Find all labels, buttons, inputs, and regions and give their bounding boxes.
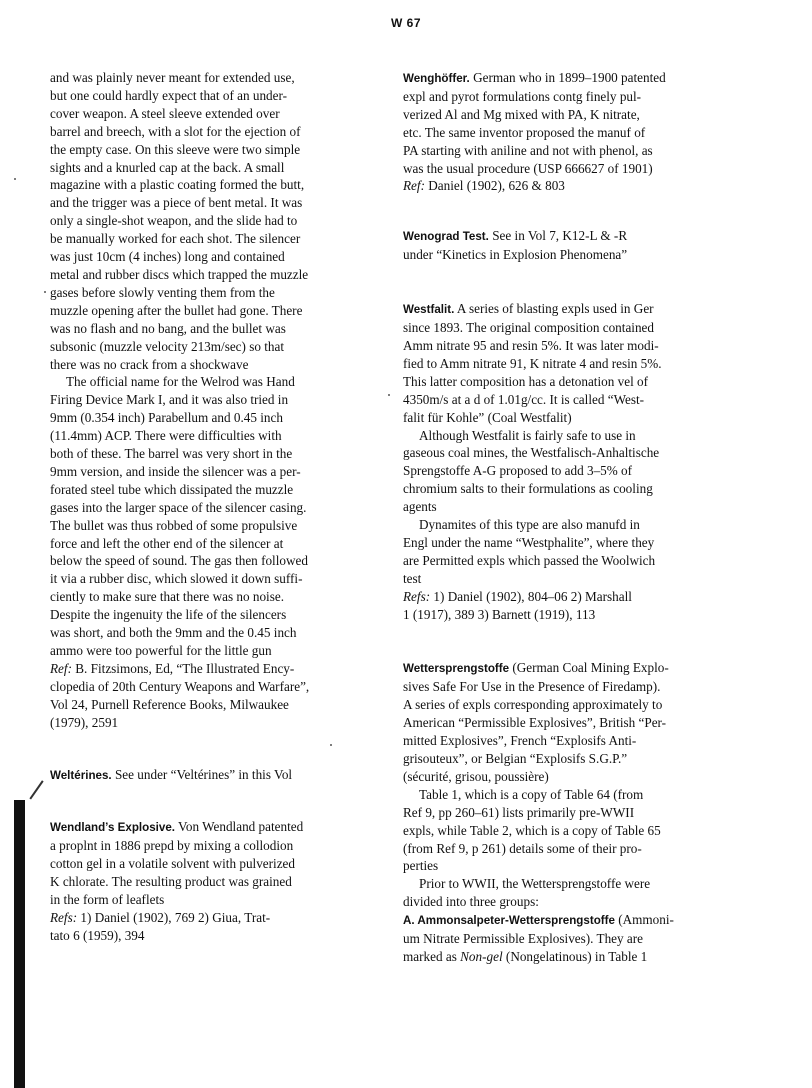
text-line <box>403 227 709 246</box>
scan-speck <box>388 394 390 396</box>
text-line: there was no crack from a shockwave <box>50 356 249 372</box>
text-line: and the trigger was a piece of bent metal. It was <box>50 195 303 211</box>
welrod-paragraph-2 <box>50 373 350 660</box>
text-line <box>50 818 350 837</box>
scan-speck <box>330 744 332 746</box>
entry-term: Weltérines. <box>50 768 112 782</box>
entry-term: Wendland’s Explosive. <box>50 821 175 835</box>
entry-text: German who in 1899–1900 patented <box>469 70 666 85</box>
text-line: Table 1, which is a copy of Table 64 (from <box>419 786 644 802</box>
group-term: A. Ammonsalpeter-Wettersprengstoffe <box>403 914 615 928</box>
group-italic-text: Non-gel <box>460 948 503 964</box>
text-line: 9mm version, and inside the silencer was a per- <box>50 463 301 479</box>
text-line: Engl under the name “Westphalite”, where they <box>403 534 655 550</box>
wenghoffer-entry <box>403 69 709 195</box>
text-line: K chlorate. The resulting product was grained <box>50 874 292 890</box>
text-line: sives Safe For Use in the Presence of Firedamp). <box>403 679 661 695</box>
text-line: This latter composition has a detonation vel of <box>403 373 649 389</box>
text-line: (from Ref 9, p 261) details some of their pro- <box>403 840 642 856</box>
text-line <box>50 766 350 785</box>
text-line <box>403 177 709 195</box>
text-line <box>403 948 709 966</box>
text-line: Although Westfalit is fairly safe to use in <box>419 427 636 443</box>
text-line: only a single-shot weapon, and the slide had to <box>50 213 298 229</box>
text-line: ciently to make sure that there was no noise. <box>50 589 285 605</box>
welrod-entry-continued <box>50 69 350 732</box>
text-line: falit für Kohle” (Coal Westfalit) <box>403 409 572 425</box>
text-line: cotton gel in a volatile solvent with pulverized <box>50 856 296 872</box>
ref-label: Ref: <box>50 660 72 676</box>
text-line <box>403 300 709 319</box>
text-line: (11.4mm) ACP. There were difficulties with <box>50 428 282 444</box>
wendland-entry <box>50 818 350 944</box>
text-line: The official name for the Welrod was Hand <box>66 374 295 390</box>
text-line: be manually worked for each shot. The silencer <box>50 231 301 247</box>
text-line: are Permitted expls which passed the Woolwich <box>403 552 656 568</box>
scan-margin-bar <box>14 800 25 1088</box>
text-line <box>403 588 709 606</box>
text-line: verized Al and Mg mixed with PA, K nitrate, <box>403 106 640 122</box>
text-line: expls, while Table 2, which is a copy of Table 65 <box>403 822 661 838</box>
ref-label: Ref: <box>403 178 425 194</box>
text-line: American “Permissible Explosives”, British “Per- <box>403 715 667 731</box>
left-column <box>50 69 350 945</box>
text-line: test <box>403 570 422 586</box>
scan-speck <box>44 291 46 293</box>
entry-text: See under “Veltérines” in this Vol <box>111 766 293 782</box>
text-line: magazine with a plastic coating formed the butt, <box>50 177 305 193</box>
text-line: PA starting with aniline and not with phenol, as <box>403 142 653 158</box>
text-line: was no flash and no bang, and the bullet was <box>50 320 286 336</box>
text-line: Amm nitrate 95 and resin 5%. It was later modi- <box>403 337 659 353</box>
text-line: Despite the ingenuity the life of the silencers <box>50 607 287 623</box>
text-line: since 1893. The original composition contained <box>403 320 655 336</box>
entry-term: Wenghöffer. <box>403 72 470 85</box>
text-line: Dynamites of this type are also manufd in <box>419 517 640 533</box>
text-line <box>50 660 350 678</box>
entry-text: (German Coal Mining Explo- <box>509 660 669 676</box>
group-text: (Nongelatinous) in Table 1 <box>502 948 648 964</box>
text-line: barrel and breech, with a slot for the ejection of <box>50 123 301 139</box>
text-line: it via a rubber disc, which slowed it down suffi- <box>50 571 303 587</box>
text-line: was short, and both the 9mm and the 0.45 inch <box>50 625 297 641</box>
text-line: sights and a knurled cap at the back. A small <box>50 159 285 175</box>
text-line: Ref 9, pp 260–61) lists primarily pre-WWII <box>403 804 635 820</box>
text-line: agents <box>403 499 437 515</box>
text-line: The bullet was thus robbed of some propulsive <box>50 517 298 533</box>
refs-text: 1) Daniel (1902), 804–06 2) Marshall <box>430 588 632 604</box>
text-line: (1979), 2591 <box>50 714 119 730</box>
ref-text: B. Fitzsimons, Ed, “The Illustrated Ency- <box>71 660 295 676</box>
ref-text: Daniel (1902), 626 & 803 <box>424 178 565 194</box>
scan-speck <box>14 178 16 180</box>
text-line: grisouteux”, or Belgian “Explosifs S.G.P.” <box>403 751 628 766</box>
text-line: 9mm (0.354 inch) Parabellum and 0.45 inch <box>50 410 283 426</box>
right-column <box>403 69 709 966</box>
text-line: and was plainly never meant for extended use, <box>50 70 295 85</box>
entry-term: Wettersprengstoffe <box>403 662 510 676</box>
text-line <box>403 659 709 678</box>
text-line: clopedia of 20th Century Weapons and Warfare”, <box>50 678 310 694</box>
entry-term: Westfalit. <box>403 303 455 317</box>
refs-label: Refs: <box>50 909 78 925</box>
text-line: subsonic (muzzle velocity 213m/sec) so that <box>50 338 285 354</box>
text-line: was just 10cm (4 inches) long and contained <box>50 249 285 265</box>
text-line: (sécurité, grisou, poussière) <box>403 768 549 784</box>
text-line: gases into the larger space of the silencer casing. <box>50 499 307 515</box>
entry-text: Von Wendland patented <box>175 819 304 835</box>
text-line: A series of expls corresponding approximately to <box>403 697 663 713</box>
text-line: divided into three groups: <box>403 894 539 910</box>
text-line: under “Kinetics in Explosion Phenomena” <box>403 247 628 263</box>
text-line: chromium salts to their formulations as cooling <box>403 481 653 497</box>
text-line: perties <box>403 858 439 874</box>
text-line: Vol 24, Purnell Reference Books, Milwaukee <box>50 696 289 712</box>
text-line: cover weapon. A steel sleeve extended over <box>50 105 280 121</box>
text-line: muzzle opening after the bullet had gone. There <box>50 302 303 318</box>
text-line: etc. The same inventor proposed the manuf of <box>403 124 646 140</box>
westfalit-entry <box>403 300 709 623</box>
refs-label: Refs: <box>403 588 431 604</box>
text-line: Firing Device Mark I, and it was also tried in <box>50 392 289 408</box>
text-line: fied to Amm nitrate 91, K nitrate 4 and resin 5%. <box>403 355 662 371</box>
welrod-paragraph-1 <box>50 69 350 373</box>
text-line: Sprengstoffe A-G proposed to add 3–5% of <box>403 463 633 479</box>
text-line: the empty case. On this sleeve were two simple <box>50 141 301 157</box>
text-line: gases before slowly venting them from the <box>50 284 275 300</box>
entry-term: Wenograd Test. <box>403 230 489 244</box>
text-line: um Nitrate Permissible Explosives). They are <box>403 931 644 947</box>
text-line: below the speed of sound. The gas then followed <box>50 553 308 569</box>
welrod-reference <box>50 660 350 732</box>
text-line: a proplnt in 1886 prepd by mixing a collodion <box>50 838 294 854</box>
wenograd-entry <box>403 227 709 264</box>
text-line: was the usual procedure (USP 666627 of 1901) <box>403 160 653 176</box>
text-line: but one could hardly expect that of an under- <box>50 87 288 103</box>
text-line: mitted Explosives”, French “Explosifs Anti- <box>403 733 637 749</box>
wettersprengstoffe-entry <box>403 659 709 965</box>
text-line <box>50 909 350 927</box>
entry-text: See in Vol 7, K12-L & -R <box>488 228 628 244</box>
text-line: expl and pyrot formulations contg finely pul- <box>403 88 642 104</box>
text-line: Prior to WWII, the Wettersprengstoffe were <box>419 876 651 892</box>
text-line: ammo were too powerful for the little gun <box>50 643 272 658</box>
page-label: W 67 <box>390 16 421 30</box>
pen-mark <box>29 780 43 799</box>
text-line <box>403 69 709 88</box>
text-line: tato 6 (1959), 394 <box>50 927 145 943</box>
text-line: gaseous coal mines, the Westfalisch-Anhaltische <box>403 445 660 461</box>
text-line: in the form of leaflets <box>50 892 165 908</box>
text-line <box>403 911 709 930</box>
text-line: 1 (1917), 389 3) Barnett (1919), 113 <box>403 606 596 622</box>
group-text: (Ammoni- <box>614 912 674 928</box>
text-line: forated steel tube which dissipated the muzzle <box>50 481 294 497</box>
text-line: 4350m/s at a d of 1.01g/cc. It is called “West- <box>403 391 645 407</box>
refs-text: 1) Daniel (1902), 769 2) Giua, Trat- <box>77 909 271 925</box>
text-line: metal and rubber discs which trapped the muzzle <box>50 266 309 282</box>
group-text: marked as <box>403 948 461 964</box>
text-line: force and left the other end of the silencer at <box>50 535 284 551</box>
welterines-entry <box>50 766 350 785</box>
entry-text: A series of blasting expls used in Ger <box>454 301 654 317</box>
text-line: both of these. The barrel was very short in the <box>50 446 293 462</box>
